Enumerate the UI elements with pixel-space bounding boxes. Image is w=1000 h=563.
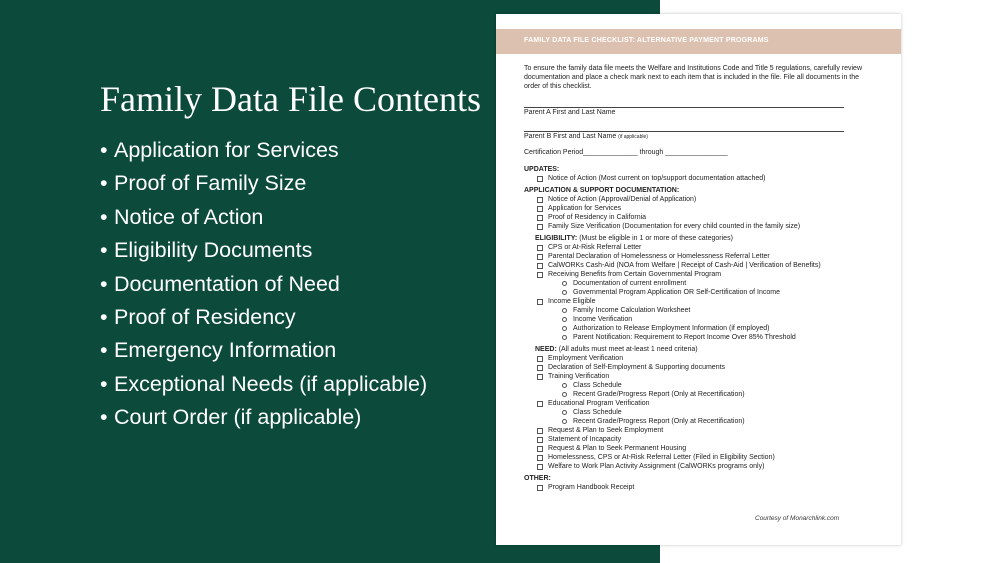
checkbox-icon <box>537 356 543 362</box>
checklist-item-text: CPS or At-Risk Referral Letter <box>548 244 642 251</box>
section-heading: UPDATES: <box>524 166 560 173</box>
checklist-subitem-text: Parent Notification: Requirement to Report Income Over 85% Threshold <box>573 334 796 341</box>
checklist-item-text: Statement of Incapacity <box>548 436 622 443</box>
checklist-item-text: Notice of Action (Approval/Denial of Application) <box>548 196 697 203</box>
checklist-item <box>524 363 874 372</box>
checklist-item <box>524 483 874 492</box>
circle-bullet-icon <box>562 281 567 286</box>
section-heading <box>524 345 874 354</box>
checklist-subitem-text: Recent Grade/Progress Report (Only at Recertification) <box>573 391 745 398</box>
checklist-subitem-text: Income Verification <box>573 316 633 323</box>
checkbox-icon <box>537 299 543 305</box>
circle-bullet-icon <box>562 335 567 340</box>
parent-a-line <box>524 99 844 108</box>
circle-bullet-icon <box>562 419 567 424</box>
checklist-item-text: Request & Plan to Seek Permanent Housing <box>548 445 687 452</box>
checklist-subitem-text: Class Schedule <box>573 382 622 389</box>
section-heading: APPLICATION & SUPPORT DOCUMENTATION: <box>524 187 680 194</box>
contents-list <box>100 134 427 435</box>
checkbox-icon <box>537 365 543 371</box>
checklist-subitem-text: Recent Grade/Progress Report (Only at Recertification) <box>573 418 745 425</box>
contents-item: • Emergency Information <box>100 338 337 363</box>
circle-bullet-icon <box>562 410 567 415</box>
checklist-subitem <box>524 333 874 342</box>
checkbox-icon <box>537 206 543 212</box>
checklist-item-text: Application for Services <box>548 205 622 212</box>
checklist-item-text: Declaration of Self-Employment & Supporting documents <box>548 364 726 371</box>
checklist-item <box>524 297 874 306</box>
document-intro: To ensure the family data file meets the Welfare and Institutions Code and Title 5 regulations, carefully review documentation and place a check mark next to each item that is included in the file. File all documents in the order of this checklist. <box>524 65 862 90</box>
contents-item: • Court Order (if applicable) <box>100 405 362 430</box>
checklist-item <box>524 243 874 252</box>
checklist-subitem <box>524 381 874 390</box>
courtesy-note: Courtesy of Monarchlink.com <box>755 515 840 522</box>
checkbox-icon <box>537 272 543 278</box>
checklist-item-text: Receiving Benefits from Certain Governmental Program <box>548 271 722 278</box>
checklist-subitem-text: Governmental Program Application OR Self-Certification of Income <box>573 289 780 296</box>
checklist-item-text: Parental Declaration of Homelessness or Homelessness Referral Letter <box>548 253 770 260</box>
checklist-subitem <box>524 417 874 426</box>
circle-bullet-icon <box>562 326 567 331</box>
checklist-item <box>524 372 874 381</box>
checklist-document <box>496 14 901 545</box>
checklist-item-text: CalWORKs Cash-Aid (NOA from Welfare | Receipt of Cash-Aid | Verification of Benefits) <box>548 262 821 269</box>
checklist-item-text: Notice of Action (Most current on top/support documentation attached) <box>548 175 766 182</box>
checkbox-icon <box>537 428 543 434</box>
checkbox-icon <box>537 245 543 251</box>
checklist-sections <box>524 165 874 492</box>
checklist-item-text: Educational Program Verification <box>548 400 650 407</box>
contents-item: • Eligibility Documents <box>100 238 313 263</box>
checklist-subitem <box>524 315 874 324</box>
section-heading: OTHER: <box>524 475 551 482</box>
checklist-item <box>524 204 874 213</box>
checklist-subitem-text: Class Schedule <box>573 409 622 416</box>
parent-a-label: Parent A First and Last Name <box>524 109 616 116</box>
checklist-item <box>524 261 874 270</box>
circle-bullet-icon <box>562 383 567 388</box>
checklist-item <box>524 435 874 444</box>
checklist-item-text: Training Verification <box>548 373 610 380</box>
contents-item: • Proof of Residency <box>100 304 296 329</box>
checklist-item-text: Request & Plan to Seek Employment <box>548 427 664 434</box>
checkbox-icon <box>537 374 543 380</box>
checklist-subitem <box>524 408 874 417</box>
certification-period: Certification Period______________ through ________________ <box>524 149 728 156</box>
circle-bullet-icon <box>562 392 567 397</box>
checkbox-icon <box>537 485 543 491</box>
checklist-item <box>524 195 874 204</box>
checklist-item-text: Proof of Residency in California <box>548 214 647 221</box>
section-heading-note: (Must be eligible in 1 or more of these categories) <box>577 235 733 242</box>
checklist-item-text: Homelessness, CPS or At-Risk Referral Letter (Filed in Eligibility Section) <box>548 454 775 461</box>
document-body <box>524 64 874 492</box>
checklist-item <box>524 354 874 363</box>
checkbox-icon <box>537 401 543 407</box>
checklist-item <box>524 462 874 471</box>
checklist-subitem <box>524 324 874 333</box>
checklist-subitem <box>524 306 874 315</box>
parent-b-line <box>524 123 844 132</box>
checklist-item <box>524 453 874 462</box>
checklist-item <box>524 426 874 435</box>
contents-item: • Proof of Family Size <box>100 171 307 196</box>
checkbox-icon <box>537 446 543 452</box>
checklist-subitem-text: Family Income Calculation Worksheet <box>573 307 691 314</box>
checklist-item <box>524 213 874 222</box>
checkbox-icon <box>537 254 543 260</box>
circle-bullet-icon <box>562 317 567 322</box>
checklist-subitem <box>524 288 874 297</box>
checklist-subitem-text: Authorization to Release Employment Information (if employed) <box>573 325 770 332</box>
checklist-item <box>524 222 874 231</box>
contents-item: • Exceptional Needs (if applicable) <box>100 371 428 396</box>
checklist-item-text: Employment Verification <box>548 355 624 362</box>
checklist-subitem <box>524 390 874 399</box>
section-heading <box>524 234 874 243</box>
checkbox-icon <box>537 215 543 221</box>
section-heading-label: NEED: <box>535 346 557 353</box>
section-heading-note: (All adults must meet at-least 1 need criteria) <box>556 346 698 353</box>
checklist-item-text: Income Eligible <box>548 298 596 305</box>
checklist-subitem-text: Documentation of current enrollment <box>573 280 687 287</box>
checklist-item-text: Family Size Verification (Documentation for every child counted in the family size) <box>548 223 801 230</box>
slide-title: Family Data File Contents <box>100 79 481 119</box>
checkbox-icon <box>537 263 543 269</box>
checkbox-icon <box>537 455 543 461</box>
checkbox-icon <box>537 176 543 182</box>
document-header-band <box>496 29 901 54</box>
checklist-item <box>524 444 874 453</box>
checklist-item <box>524 174 874 183</box>
contents-item: • Documentation of Need <box>100 271 340 296</box>
checklist-item-text: Welfare to Work Plan Activity Assignment (CalWORKs programs only) <box>548 463 765 470</box>
section-heading-label: ELIGIBILITY: <box>535 235 578 242</box>
checkbox-icon <box>537 464 543 470</box>
checklist-item-text: Program Handbook Receipt <box>548 484 635 491</box>
checklist-item <box>524 252 874 261</box>
document-title: FAMILY DATA FILE CHECKLIST: ALTERNATIVE PAYMENT PROGRAMS <box>524 37 769 44</box>
parent-b-label: Parent B First and Last Name (if applicable) <box>524 133 648 140</box>
contents-item: • Notice of Action <box>100 204 264 229</box>
circle-bullet-icon <box>562 290 567 295</box>
contents-item: • Application for Services <box>100 138 339 162</box>
circle-bullet-icon <box>562 308 567 313</box>
checklist-subitem <box>524 279 874 288</box>
checkbox-icon <box>537 197 543 203</box>
checkbox-icon <box>537 224 543 230</box>
checklist-item <box>524 399 874 408</box>
checkbox-icon <box>537 437 543 443</box>
checklist-item <box>524 270 874 279</box>
